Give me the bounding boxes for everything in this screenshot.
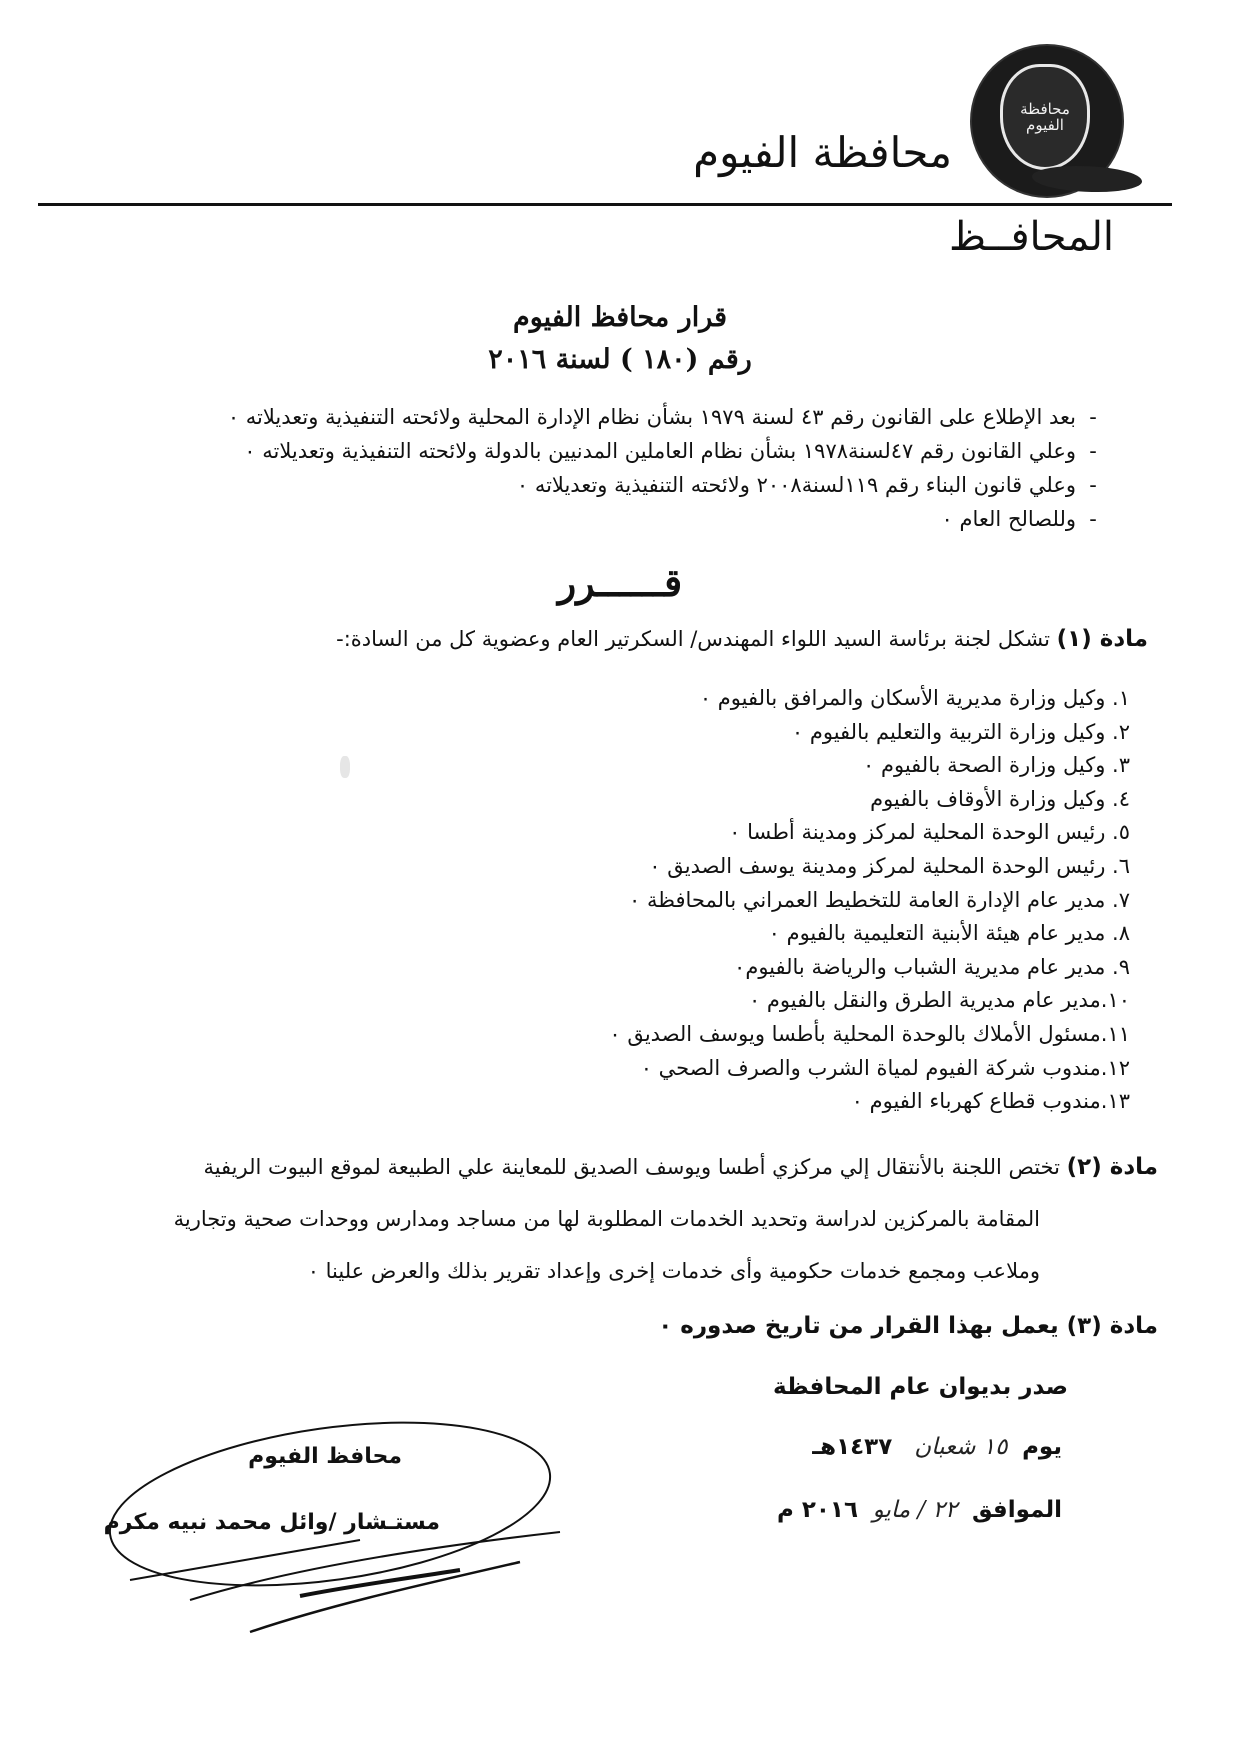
member-item: ١٣.مندوب قطاع كهرباء الفيوم ٠ <box>851 1089 1130 1114</box>
member-item: ١٠.مدير عام مديرية الطرق والنقل بالفيوم ٠ <box>748 988 1130 1013</box>
governorate-title: محافظة الفيوم <box>693 128 952 177</box>
preamble-line: -بعد الإطلاع على القانون رقم ٤٣ لسنة ١٩٧٩ بشأن نظام الإدارة المحلية ولائحته التنفيذية وتعديلاته ٠ <box>110 400 1110 434</box>
decree-title: قرار محافظ الفيوم <box>513 302 727 333</box>
gregorian-date <box>777 1497 1062 1523</box>
scan-smudge <box>340 756 350 778</box>
article-3-label: مادة (٣) <box>1066 1313 1158 1339</box>
article-3 <box>658 1313 1158 1339</box>
greg-year: ٢٠١٦ م <box>776 1497 858 1523</box>
member-item: ٤. وكيل وزارة الأوقاف بالفيوم <box>870 786 1130 811</box>
member-item: ٧. مدير عام الإدارة العامة للتخطيط العمراني بالمحافظة ٠ <box>629 887 1130 912</box>
member-item: ١٢.مندوب شركة الفيوم لمياة الشرب والصرف الصحي ٠ <box>640 1055 1130 1080</box>
member-item: ٢. وكيل وزارة التربية والتعليم بالفيوم ٠ <box>791 719 1130 744</box>
article-1-label: مادة (١) <box>1056 626 1148 652</box>
greg-handwritten: ٢٢ / مايو <box>872 1497 958 1523</box>
bullet-dash: - <box>1089 473 1097 497</box>
issued-at: صدر بديوان عام المحافظة <box>772 1374 1068 1400</box>
office-title: المحافــظ <box>949 214 1114 260</box>
bullet-dash: - <box>1089 507 1097 531</box>
greg-label: الموافق <box>971 1497 1062 1523</box>
article-2-line: تختص اللجنة بالأنتقال إلي مركزي أطسا ويوسف الصديق للمعاينة علي الطبيعة لموقع البيوت الريفية <box>203 1155 1060 1179</box>
article-2-line: المقامة بالمركزين لدراسة وتحديد الخدمات المطلوبة لها من مساجد ومدارس ووحدات صحية وتجارية <box>173 1207 1040 1231</box>
article-2-label: مادة (٢) <box>1066 1154 1158 1180</box>
article-3-text: يعمل بهذا القرار من تاريخ صدوره ٠ <box>658 1313 1059 1339</box>
article-2 <box>118 1147 1158 1303</box>
hijri-date <box>812 1434 1062 1460</box>
committee-members-list <box>609 682 1130 1119</box>
decree-number: رقم (١٨٠ ) لسنة ٢٠١٦ <box>488 344 752 375</box>
hijri-year: ١٤٣٧هـ <box>812 1434 893 1460</box>
signatory-name: مستـشار /وائل محمد نبيه مكرم <box>103 1510 440 1535</box>
member-item: ٣. وكيل وزارة الصحة بالفيوم ٠ <box>863 753 1130 778</box>
seal-emblem <box>1000 64 1090 170</box>
member-item: ٦. رئيس الوحدة المحلية لمركز ومدينة يوسف الصديق ٠ <box>649 853 1130 878</box>
member-item: ٨. مدير عام هيئة الأبنية التعليمية بالفيوم ٠ <box>768 921 1130 946</box>
day-label: يوم <box>1022 1434 1062 1460</box>
seal-text: محافظة الفيوم <box>1020 99 1070 134</box>
member-item: ٥. رئيس الوحدة المحلية لمركز ومدينة أطسا ٠ <box>729 820 1130 845</box>
signatory-office: محافظ الفيوم <box>248 1444 402 1469</box>
header-divider <box>38 203 1172 206</box>
preamble-line: -وللصالح العام ٠ <box>110 502 1110 536</box>
seal-wave-shape <box>1032 166 1142 192</box>
member-item: ٩. مدير عام مديرية الشباب والرياضة بالفيوم٠ <box>734 954 1130 979</box>
member-item: ١١.مسئول الأملاك بالوحدة المحلية بأطسا ويوسف الصديق ٠ <box>609 1021 1130 1046</box>
bullet-dash: - <box>1089 405 1097 429</box>
member-item: ١. وكيل وزارة مديرية الأسكان والمرافق بالفيوم ٠ <box>699 686 1130 710</box>
article-1 <box>336 626 1148 652</box>
resolved-heading: قــــــرر <box>557 560 683 605</box>
hijri-handwritten: ١٥ شعبان <box>914 1434 1008 1460</box>
governorate-seal-logo <box>972 46 1122 196</box>
bullet-dash: - <box>1089 439 1097 463</box>
article-2-line: وملاعب ومجمع خدمات حكومية وأى خدمات إخرى وإعداد تقرير بذلك والعرض علينا ٠ <box>307 1259 1040 1283</box>
preamble <box>110 400 1110 536</box>
article-1-text: تشكل لجنة برئاسة السيد اللواء المهندس/ السكرتير العام وعضوية كل من السادة:- <box>336 627 1050 651</box>
preamble-line: -وعلي القانون رقم ٤٧لسنة١٩٧٨ بشأن نظام العاملين المدنيين بالدولة ولائحته التنفيذية وتعديلاته ٠ <box>110 434 1110 468</box>
preamble-line: -وعلي قانون البناء رقم ١١٩لسنة٢٠٠٨ ولائحته التنفيذية وتعديلاته ٠ <box>110 468 1110 502</box>
